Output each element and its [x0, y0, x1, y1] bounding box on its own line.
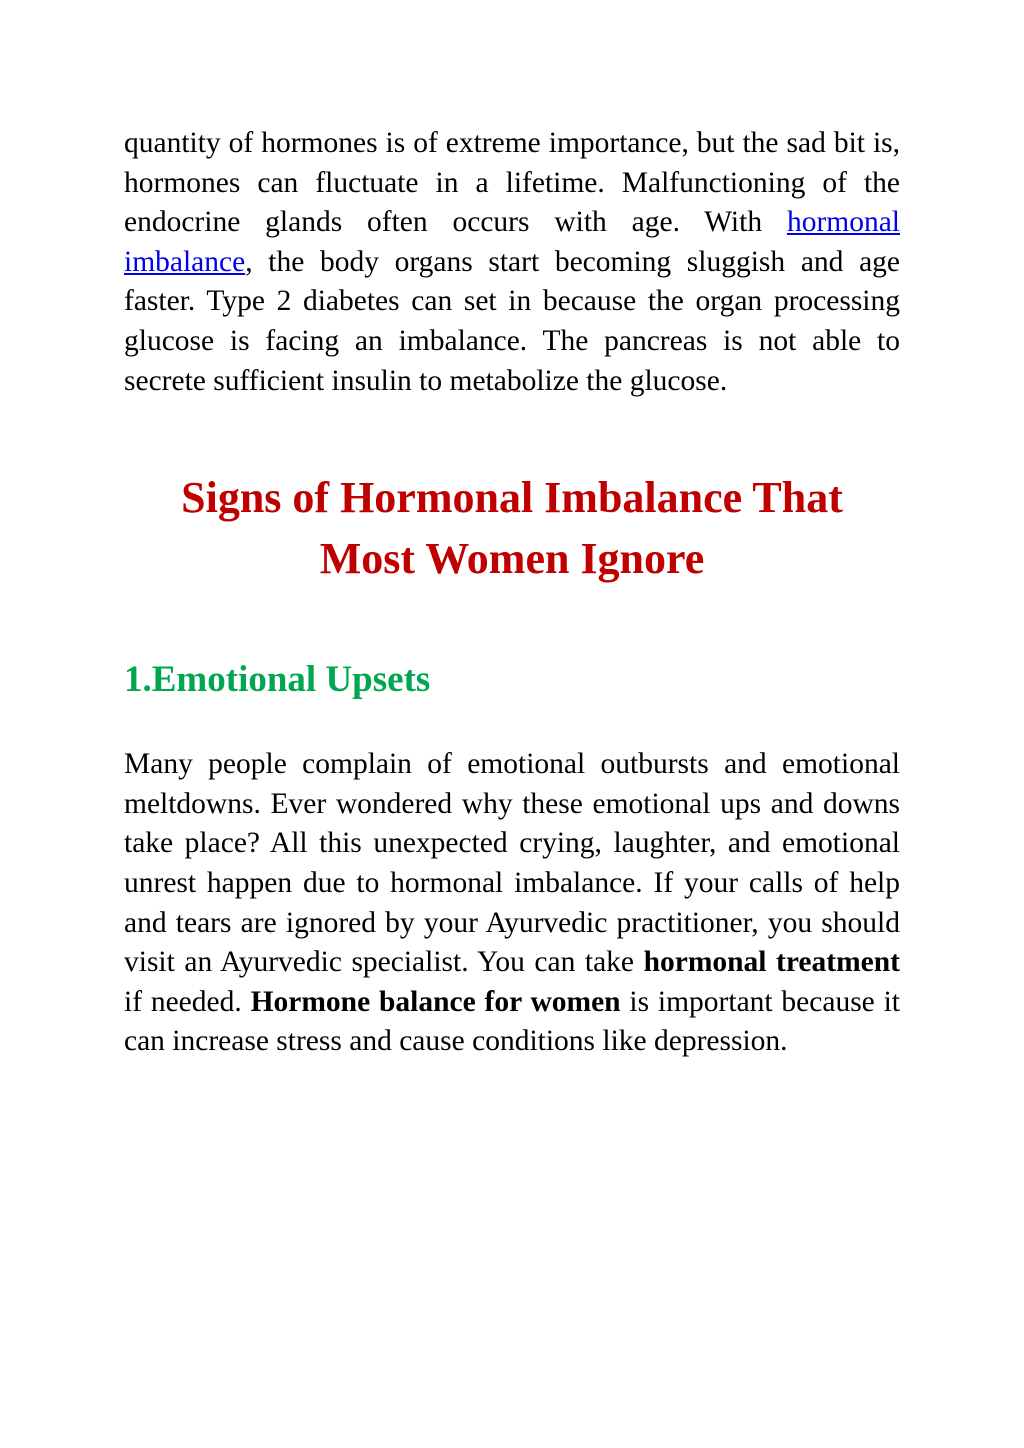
body-text-1: Many people complain of emotional outbursts and emotional meltdowns. Ever wondered why these emotional ups and downs take place? All this unexpected crying, laughter, and emotional unrest happen due to hormonal imbalance. If your calls of help and tears are ignored by your Ayurvedic practitioner, you should visit an Ayurvedic specialist. You can take — [124, 748, 900, 979]
bold-hormone-balance: Hormone balance for women — [250, 985, 621, 1018]
intro-paragraph — [124, 124, 900, 401]
section-title — [124, 467, 900, 589]
body-paragraph — [124, 745, 900, 1062]
body-text-3: is important because it can increase stress and cause conditions like depression. — [124, 985, 900, 1058]
bold-hormonal-treatment: hormonal treatment — [643, 946, 900, 979]
intro-text-before-link: quantity of hormones is of extreme importance, but the sad bit is, hormones can fluctuate in a lifetime. Malfunctioning of the endocrine glands often occurs with age. With — [124, 127, 900, 239]
intro-text-after-link: , the body organs start becoming sluggish and age faster. Type 2 diabetes can set in because the organ processing glucose is facing an imbalance. The pancreas is not able to secrete sufficient insulin to metabolize the glucose. — [124, 245, 900, 397]
subheading-emotional-upsets: 1.Emotional Upsets — [124, 659, 431, 701]
body-text-2: if needed. — [124, 985, 251, 1018]
hormonal-imbalance-link[interactable]: hormonal imbalance — [124, 206, 900, 278]
document-page — [124, 124, 900, 1062]
section-title-line-2: Most Women Ignore — [319, 534, 705, 584]
section-title-line-1: Signs of Hormonal Imbalance That — [181, 473, 843, 523]
